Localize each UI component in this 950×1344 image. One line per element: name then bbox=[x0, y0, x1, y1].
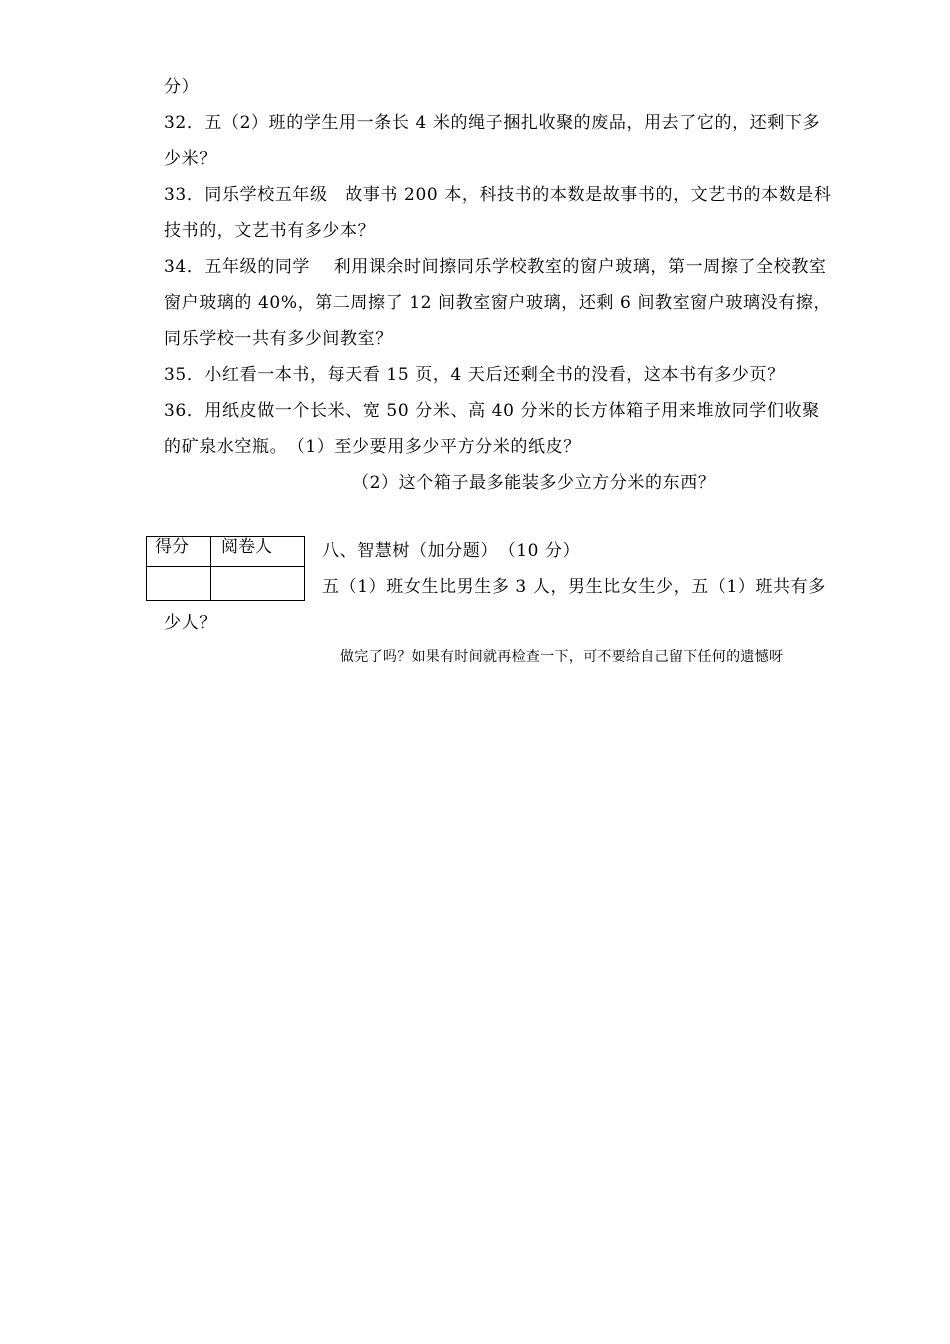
section-8-question-line-1: 五（1）班女生比男生多 3 人，男生比女生少，五（1）班共有多 bbox=[322, 577, 826, 597]
section-8-question-line-2: 少人？ bbox=[164, 613, 217, 633]
score-table bbox=[146, 536, 305, 601]
question-35: 35．小红看一本书，每天看 15 页，4 天后还剩全书的没看，这本书有多少页？ bbox=[164, 365, 785, 385]
question-34-line-2: 窗户玻璃的 40%，第二周擦了 12 间教室窗户玻璃，还剩 6 间教室窗户玻璃没有擦， bbox=[164, 293, 832, 313]
question-34-line-1: 34．五年级的同学 利用课余时间擦同乐学校教室的窗户玻璃，第一周擦了全校教室 bbox=[164, 257, 827, 277]
question-34-line-3: 同乐学校一共有多少间教室？ bbox=[164, 329, 393, 349]
closing-note: 做完了吗？如果有时间就再检查一下，可不要给自己留下任何的遗憾呀 bbox=[340, 649, 784, 665]
question-32-line-1: 32．五（2）班的学生用一条长 4 米的绳子捆扎收聚的废品，用去了它的，还剩下多 bbox=[164, 113, 821, 133]
continued-text: 分） bbox=[164, 77, 200, 97]
question-36-line-2: 的矿泉水空瓶。 （1）至少要用多少平方分米的纸皮？ bbox=[164, 437, 581, 457]
question-33-line-1: 33．同乐学校五年级 故事书 200 本，科技书的本数是故事书的，文艺书的本数是科 bbox=[164, 185, 832, 205]
question-36-line-3: （2）这个箱子最多能装多少立方分米的东西？ bbox=[352, 473, 716, 493]
score-header: 得分 bbox=[147, 537, 211, 567]
section-8-title: 八、智慧树（加分题） （10 分） bbox=[322, 541, 581, 561]
grader-header: 阅卷人 bbox=[211, 537, 305, 567]
score-cell bbox=[147, 567, 211, 601]
grader-cell bbox=[211, 567, 305, 601]
question-33-line-2: 技书的，文艺书有多少本？ bbox=[164, 221, 376, 241]
question-32-line-2: 少米？ bbox=[164, 149, 217, 169]
question-36-line-1: 36．用纸皮做一个长米、宽 50 分米、高 40 分米的长方体箱子用来堆放同学们收聚 bbox=[164, 401, 820, 421]
